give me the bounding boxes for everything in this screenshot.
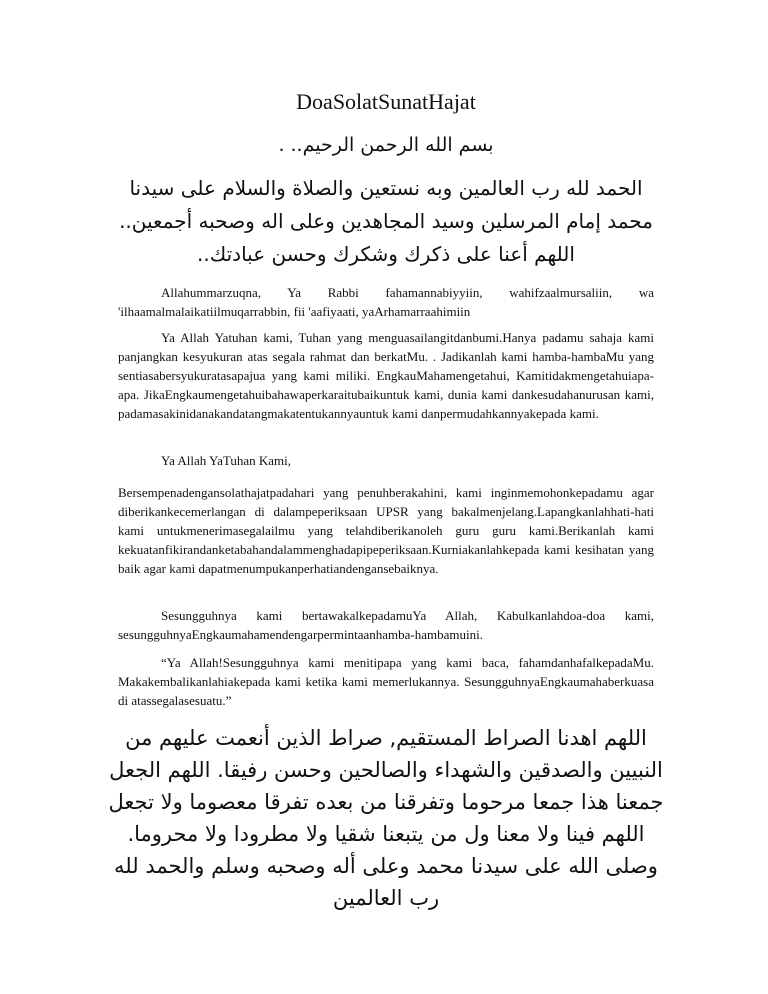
transliteration-paragraph: Allahummarzuqna, Ya Rabbi fahamannabiyyiin, wahifzaalmursaliin, wa 'ilhaamalmalaikatiilmuqarrabbin, fii 'aafiyaati, yaArhamarraahimiin [118, 285, 654, 319]
arabic-closing-prayer: اللهم اهدنا الصراط المستقيم, صراط الذين أنعمت عليهم من النبيين والصدقين والشهداء والصالحين وحسن رفيقا. اللهم الجعل جمعنا هذا جمعا مرحوما وتفرقنا من بعده تفرقا معصوما ولا تجعل اللهم فينا ولا معنا ول من يتبعنا شقيا ولا مطرودا ولا محروما. وصلى الله على سيدنا محمد وعلى أله وصحبه وسلم والحمد لله رب العالمين [108, 726, 664, 910]
malay-paragraph-4: Sesungguhnya kami bertawakalkepadamuYa Allah, Kabulkanlahdoa-doa kami, sesungguhnyaEngkaumahamendengarpermintaanhamba-hambamuini. [118, 608, 654, 642]
malay-paragraph-3: Bersempenadengansolathajatpadahari yang penuhberakahini, kami inginmemohonkepadamu agar diberikankecemerlangan di dalampeperiksaan UPSR yang bakalmenjelang.Lapangkanlahhati-hati kami untukmenerimasegalailmu yang telahdiberikanoleh guru guru kami.Berikanlah kami kekuatanfikirandanketabahandalammenghadapipeperiksaan.Kurniakanlahkepada kami kesihatan yang baik agar kami dapatmenumpukanperhatiandengansebaiknya. [118, 485, 654, 576]
malay-paragraph-5: “Ya Allah!Sesungguhnya kami menitipapa yang kami baca, fahamdanhafalkepadaMu. Makakembalikanlahiakepada kami ketika kami memerlukannya. SesungguhnyaEngkaumahaberkuasa di atassegalasesuatu.” [118, 655, 654, 708]
malay-paragraph-1: Ya Allah Yatuhan kami, Tuhan yang menguasailangitdanbumi.Hanya padamu sahaja kami panjangkan kesyukuran atas segala rahmat dan berkatMu. . Jadikanlah kami hamba-hambaMu yang sentiasabersyukuratasapajua yang kami miliki. EngkauMahamengetahui, Kamitidakmengetahuiapa-apa. JikaEngkaumengetahuibahawaperkaraitubaikuntuk kami, dunia kami dankesudahanurusan kami, padamasakinidanakandatangmakatentukannyauntuk kami danpermudahkannyakepada kami. [118, 330, 654, 421]
arabic-opening-prayer: الحمد لله رب العالمين وبه نستعين والصلاة والسلام على سيدنا محمد إمام المرسلين وسيد المجاهدين وعلى اله وصحبه أجمعين.. اللهم أعنا على ذكرك وشكرك وحسن عبادتك.. [119, 176, 653, 266]
arabic-bismillah: بسم الله الرحمن الرحيم.. . [278, 134, 494, 156]
malay-paragraph-2: Ya Allah YaTuhan Kami, [161, 453, 292, 468]
document-title: DoaSolatSunatHajat [296, 89, 476, 114]
